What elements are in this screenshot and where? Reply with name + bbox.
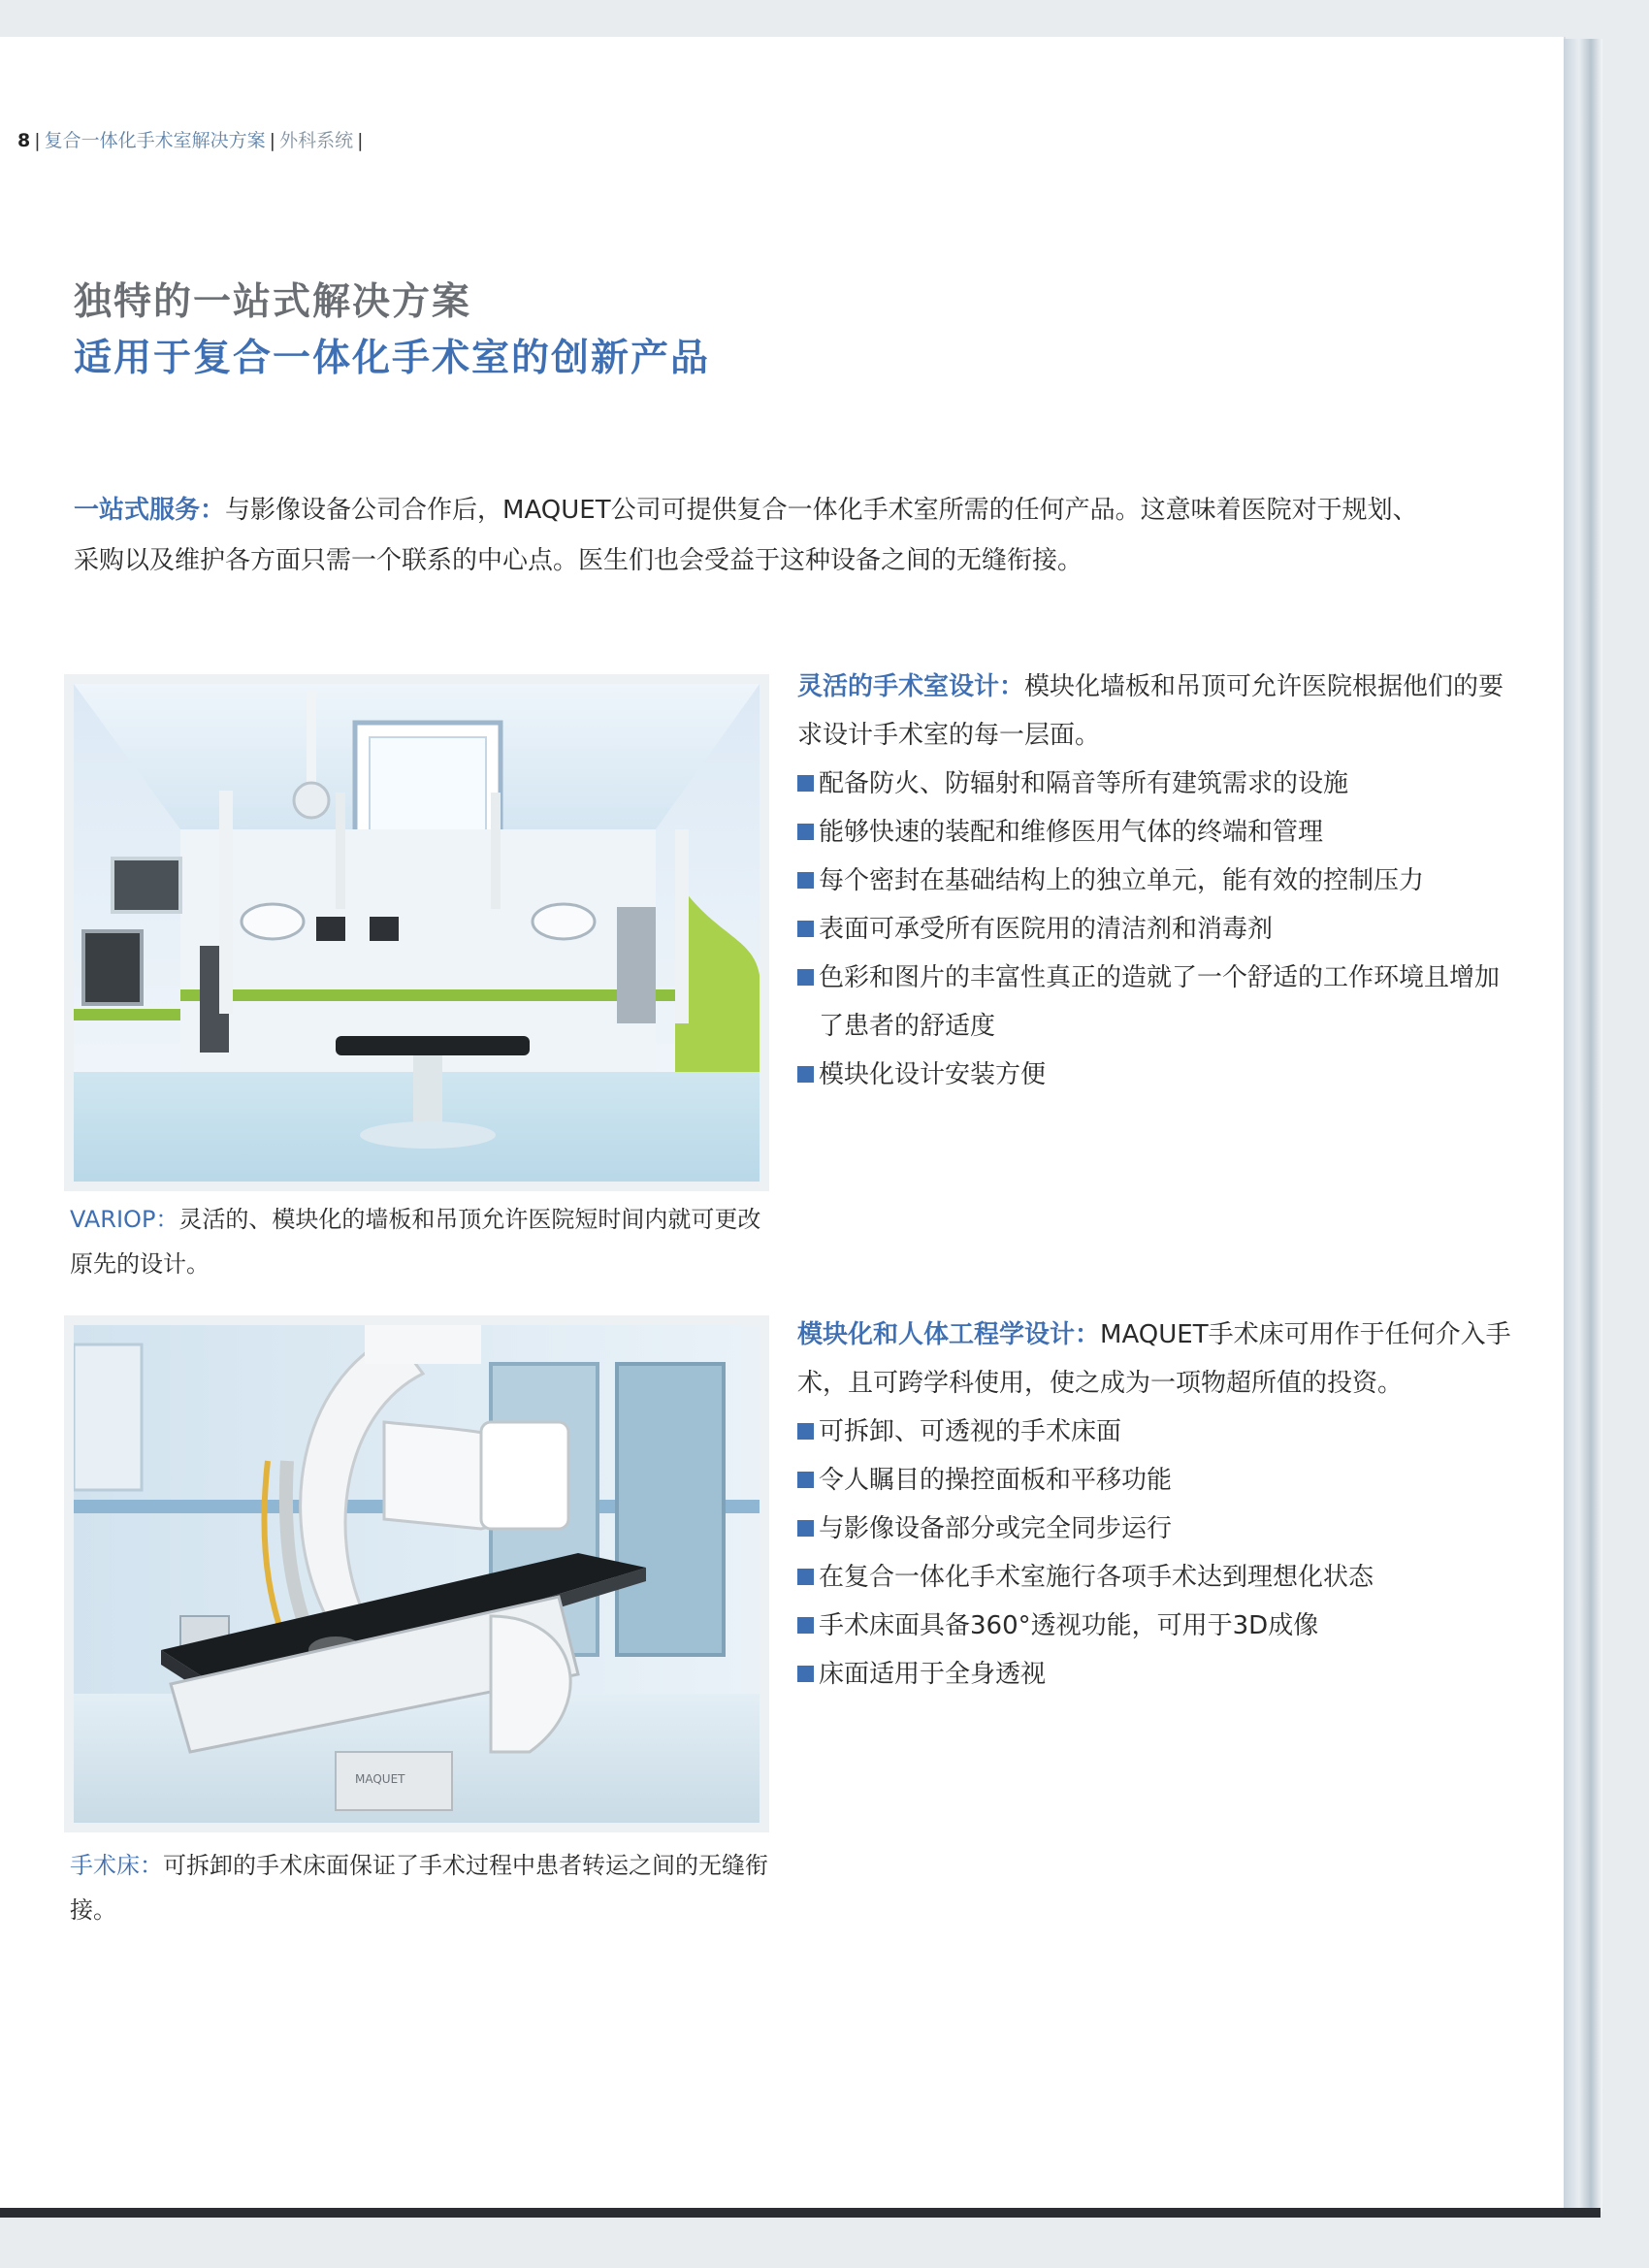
section2-bullets (797, 1408, 1515, 1699)
variop-caption-lead: VARIOP： (70, 1206, 179, 1233)
brochure-page (0, 37, 1564, 2208)
list-item: 色彩和图片的丰富性真正的造就了一个舒适的工作环境且增加了患者的舒适度 (797, 954, 1515, 1051)
page-number: 8 (17, 130, 31, 151)
section1-text: 模块化墙板和吊顶可允许医院根据他们的要求设计手术室的每一层面。 (797, 672, 1504, 750)
page-subtitle: 适用于复合一体化手术室的创新产品 (74, 337, 711, 380)
section2-lead: 模块化和人体工程学设计： (797, 1320, 1101, 1349)
table-caption-lead: 手术床： (70, 1852, 163, 1879)
running-header: 8 | 复合一体化手术室解决方案 | 外科系统 | (17, 130, 364, 151)
list-item: 手术床面具备360°透视功能，可用于3D成像 (797, 1602, 1515, 1650)
section2-intro (797, 1311, 1515, 1408)
list-item: 配备防火、防辐射和隔音等所有建筑需求的设施 (797, 760, 1515, 808)
flexible-or-design-section (797, 663, 1515, 1099)
maquet-table-label: MAQUET (355, 1772, 405, 1786)
list-item: 床面适用于全身透视 (797, 1650, 1515, 1699)
page-title: 独特的一站式解决方案 (74, 280, 472, 324)
section2-text: MAQUET手术床可用作于任何介入手术，且可跨学科使用，使之成为一项物超所值的投资。 (797, 1320, 1511, 1398)
page-edge-right (1564, 39, 1602, 2212)
header-section: 外科系统 (279, 130, 354, 151)
surgical-table-photo (64, 1315, 769, 1832)
header-doc-title: 复合一体化手术室解决方案 (44, 130, 266, 151)
list-item: 能够快速的装配和维修医用气体的终端和管理 (797, 808, 1515, 857)
list-item: 模块化设计安装方便 (797, 1051, 1515, 1099)
table-caption-text: 可拆卸的手术床面保证了手术过程中患者转运之间的无缝衔接。 (70, 1852, 768, 1924)
list-item: 在复合一体化手术室施行各项手术达到理想化状态 (797, 1553, 1515, 1602)
variop-caption-text: 灵活的、模块化的墙板和吊顶允许医院短时间内就可更改原先的设计。 (70, 1206, 761, 1278)
variop-caption (70, 1197, 768, 1286)
table-caption (70, 1843, 778, 1932)
section1-intro (797, 663, 1515, 760)
section1-bullets (797, 760, 1515, 1099)
list-item: 可拆卸、可透视的手术床面 (797, 1408, 1515, 1456)
list-item: 与影像设备部分或完全同步运行 (797, 1505, 1515, 1553)
intro-lead: 一站式服务： (74, 496, 226, 525)
page-edge-bottom (0, 2208, 1600, 2218)
intro-paragraph (74, 485, 1422, 586)
operating-room-photo (64, 674, 769, 1191)
list-item: 表面可承受所有医院用的清洁剂和消毒剂 (797, 905, 1515, 954)
section1-lead: 灵活的手术室设计： (797, 672, 1025, 701)
list-item: 每个密封在基础结构上的独立单元，能有效的控制压力 (797, 857, 1515, 905)
intro-text: 与影像设备公司合作后，MAQUET公司可提供复合一体化手术室所需的任何产品。这意味着医院对于规划、采购以及维护各方面只需一个联系的中心点。医生们也会受益于这种设备之间的无缝衔接。 (74, 496, 1418, 575)
modular-ergonomic-section (797, 1311, 1515, 1699)
list-item: 令人瞩目的操控面板和平移功能 (797, 1456, 1515, 1505)
